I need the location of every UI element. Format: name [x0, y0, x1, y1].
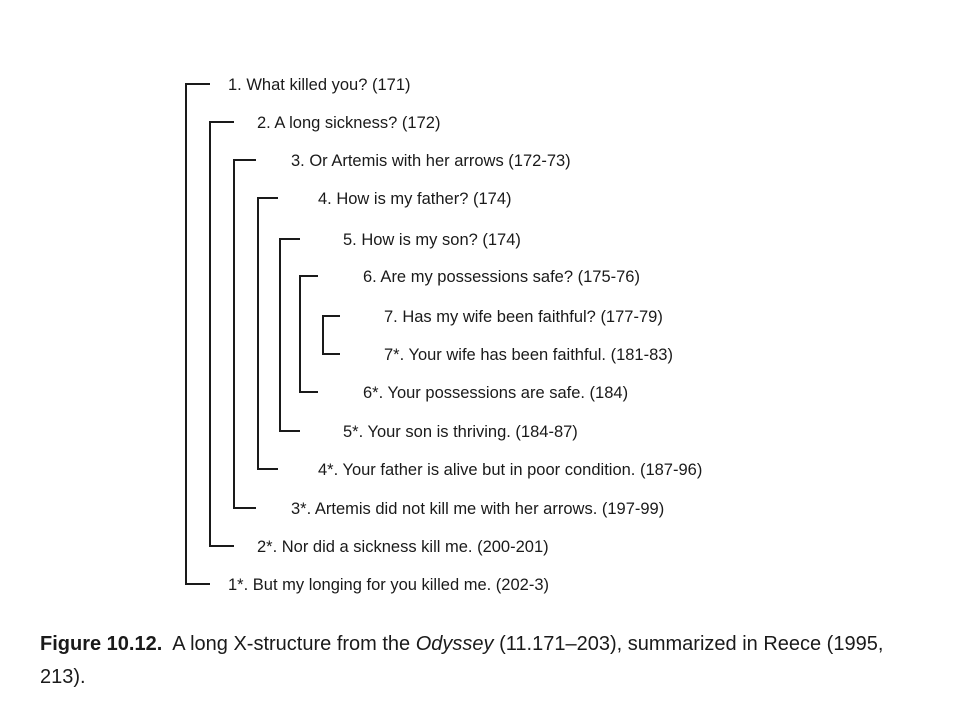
bracket-pair-4	[258, 198, 278, 469]
item-7: 7. Has my wife been faithful? (177-79)	[384, 308, 663, 326]
bracket-pair-5	[280, 239, 300, 431]
caption-text-before: A long X-structure from the	[172, 633, 416, 655]
item-3-star: 3*. Artemis did not kill me with her arrows. (197-99)	[291, 500, 665, 518]
item-4: 4. How is my father? (174)	[318, 190, 512, 208]
caption-work-title: Odyssey	[415, 633, 494, 655]
item-2-star: 2*. Nor did a sickness kill me. (200-201)	[257, 538, 549, 556]
bracket-pair-7	[323, 316, 340, 354]
item-6: 6. Are my possessions safe? (175-76)	[363, 268, 640, 286]
item-7-star: 7*. Your wife has been faithful. (181-83)	[384, 346, 673, 364]
item-6-star: 6*. Your possessions are safe. (184)	[363, 384, 629, 402]
caption-text-after: (11.171–203), summarized in Reece (1995, 213).	[40, 633, 884, 688]
figure-caption	[40, 628, 920, 694]
bracket-pair-6	[300, 276, 318, 392]
bracket-pair-2	[210, 122, 234, 546]
caption-label: Figure 10.12.	[40, 633, 163, 655]
item-1: 1. What killed you? (171)	[228, 76, 411, 94]
bracket-pair-1	[186, 84, 210, 584]
bracket-pair-3	[234, 160, 256, 508]
item-5-star: 5*. Your son is thriving. (184-87)	[343, 423, 578, 441]
item-3: 3. Or Artemis with her arrows (172-73)	[291, 152, 571, 170]
item-2: 2. A long sickness? (172)	[257, 114, 441, 132]
item-1-star: 1*. But my longing for you killed me. (202-3)	[228, 576, 549, 594]
item-4-star: 4*. Your father is alive but in poor condition. (187-96)	[318, 461, 703, 479]
item-5: 5. How is my son? (174)	[343, 231, 521, 249]
